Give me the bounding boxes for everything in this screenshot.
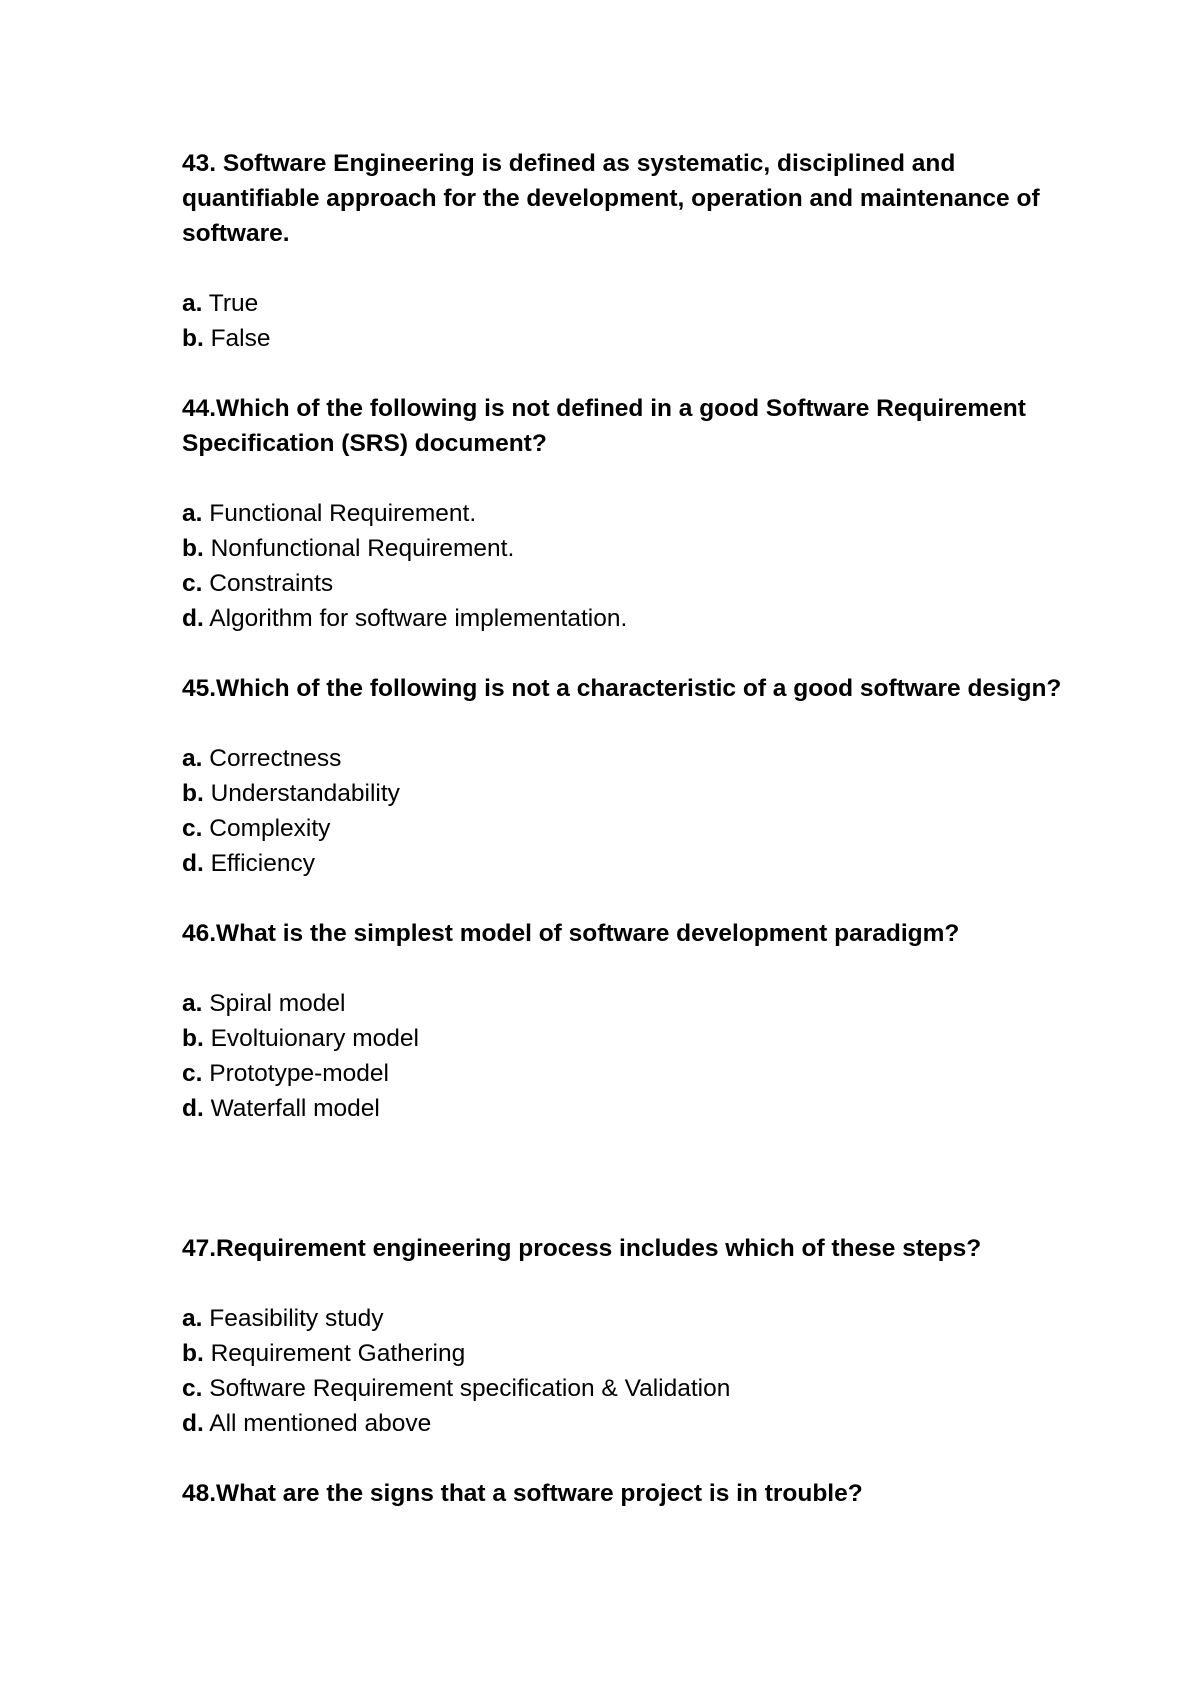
- option-letter: c.: [182, 1375, 203, 1402]
- option-letter: b.: [182, 1025, 204, 1052]
- option-text: All mentioned above: [203, 1410, 432, 1437]
- option-letter: b.: [182, 325, 204, 352]
- option-letter: d.: [182, 850, 204, 877]
- options-list-43: [182, 286, 1062, 356]
- option-47-c: [182, 1371, 1062, 1406]
- option-text: Complexity: [202, 815, 331, 842]
- options-list-47: [182, 1301, 1062, 1441]
- option-44-d: [182, 601, 1062, 636]
- option-47-b: [182, 1336, 1062, 1371]
- spacer: [182, 951, 1062, 986]
- option-text: Evoltuionary model: [203, 1025, 419, 1052]
- option-45-d: [182, 846, 1062, 881]
- option-letter: a.: [182, 1305, 203, 1332]
- question-44: 44.Which of the following is not defined in a good Software Requirement Specification (SRS) document?: [182, 395, 1026, 457]
- option-text: Understandability: [203, 780, 400, 807]
- question-47: 47.Requirement engineering process includes which of these steps?: [182, 1235, 982, 1262]
- option-letter: c.: [182, 570, 203, 597]
- option-text: Spiral model: [202, 990, 346, 1017]
- spacer: [182, 636, 1062, 671]
- option-letter: a.: [182, 290, 203, 317]
- spacer: [182, 881, 1062, 916]
- option-letter: a.: [182, 990, 203, 1017]
- options-list-46: [182, 986, 1062, 1126]
- option-text: Requirement Gathering: [203, 1340, 466, 1367]
- option-text: Functional Requirement.: [202, 500, 477, 527]
- spacer: [182, 461, 1062, 496]
- spacer: [182, 1441, 1062, 1476]
- option-letter: d.: [182, 605, 204, 632]
- spacer: [182, 706, 1062, 741]
- option-letter: d.: [182, 1410, 204, 1437]
- option-45-b: [182, 776, 1062, 811]
- option-45-a: [182, 741, 1062, 776]
- option-text: Feasibility study: [202, 1305, 384, 1332]
- option-45-c: [182, 811, 1062, 846]
- spacer: [182, 251, 1062, 286]
- option-text: Efficiency: [203, 850, 315, 877]
- option-letter: b.: [182, 780, 204, 807]
- option-letter: a.: [182, 500, 203, 527]
- option-47-d: [182, 1406, 1062, 1441]
- option-46-b: [182, 1021, 1062, 1056]
- option-letter: c.: [182, 815, 203, 842]
- option-letter: a.: [182, 745, 203, 772]
- option-text: True: [202, 290, 259, 317]
- option-text: Algorithm for software implementation.: [203, 605, 628, 632]
- option-text: Nonfunctional Requirement.: [203, 535, 515, 562]
- option-47-a: [182, 1301, 1062, 1336]
- document-page: [182, 146, 1062, 1511]
- option-letter: b.: [182, 1340, 204, 1367]
- options-list-44: [182, 496, 1062, 636]
- question-48: 48.What are the signs that a software project is in trouble?: [182, 1480, 863, 1507]
- question-46: 46.What is the simplest model of software development paradigm?: [182, 920, 960, 947]
- option-letter: d.: [182, 1095, 204, 1122]
- question-45: 45.Which of the following is not a characteristic of a good software design?: [182, 675, 1062, 702]
- options-list-45: [182, 741, 1062, 881]
- option-43-b: [182, 321, 1062, 356]
- option-letter: b.: [182, 535, 204, 562]
- spacer: [182, 1266, 1062, 1301]
- option-43-a: [182, 286, 1062, 321]
- option-text: Waterfall model: [203, 1095, 380, 1122]
- option-46-c: [182, 1056, 1062, 1091]
- option-46-d: [182, 1091, 1062, 1126]
- spacer: [182, 356, 1062, 391]
- option-46-a: [182, 986, 1062, 1021]
- option-text: Correctness: [202, 745, 342, 772]
- option-text: False: [203, 325, 271, 352]
- option-text: Software Requirement specification & Validation: [202, 1375, 731, 1402]
- option-letter: c.: [182, 1060, 203, 1087]
- option-44-b: [182, 531, 1062, 566]
- option-text: Constraints: [202, 570, 334, 597]
- question-43: 43. Software Engineering is defined as systematic, disciplined and quantifiable approach for the development, operation and maintenance of software.: [182, 150, 1040, 247]
- option-text: Prototype-model: [202, 1060, 389, 1087]
- option-44-c: [182, 566, 1062, 601]
- option-44-a: [182, 496, 1062, 531]
- spacer: [182, 1126, 1062, 1231]
